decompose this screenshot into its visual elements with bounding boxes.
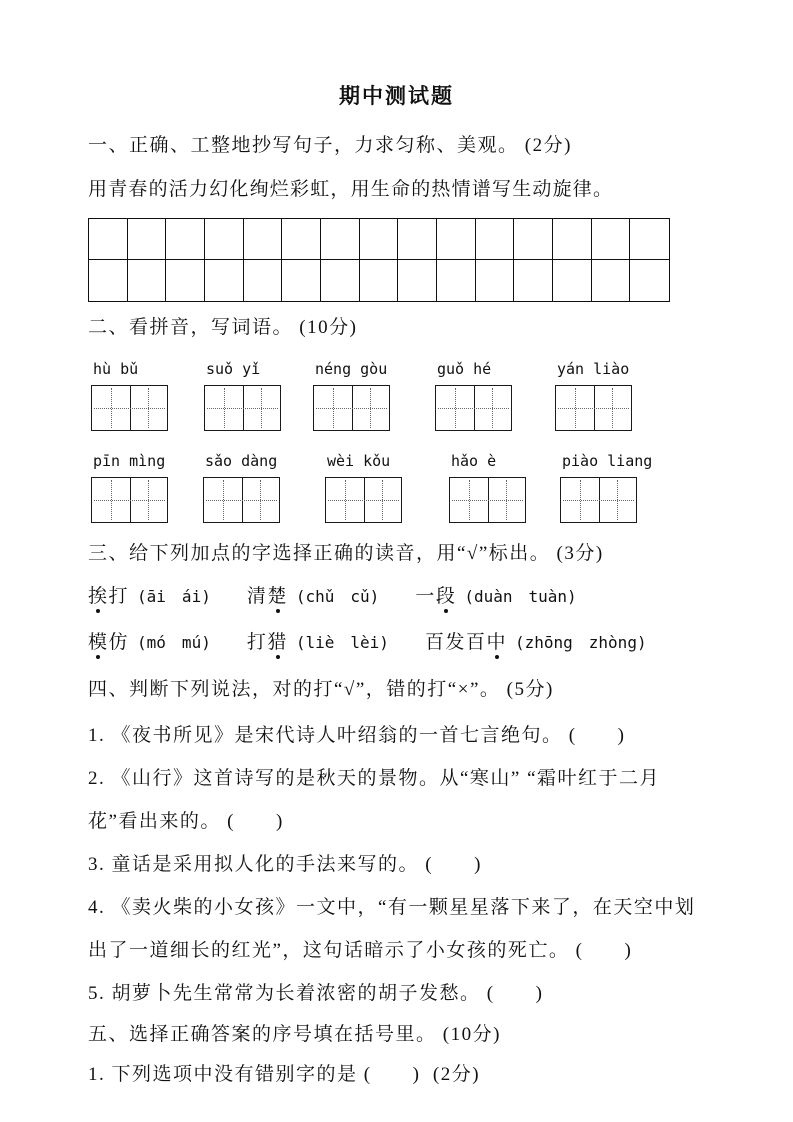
cell-divider-line — [599, 478, 600, 522]
grid-cell — [244, 219, 283, 260]
guide-line — [260, 480, 261, 520]
grid-cell — [592, 260, 631, 301]
grid-cell — [89, 219, 128, 260]
tian-grid-box — [91, 477, 168, 523]
guide-line — [345, 480, 346, 520]
pinyin-group — [91, 450, 168, 523]
cell-divider-line — [488, 478, 489, 522]
grid-cell — [128, 260, 167, 301]
dotted-char: 挨 — [88, 581, 109, 608]
dotted-char: 段 — [436, 581, 457, 608]
pinyin-group — [435, 358, 512, 431]
pinyin-label: wèi kǒu — [327, 452, 391, 470]
grid-cell — [398, 219, 437, 260]
grid-cell — [360, 260, 399, 301]
dotted-char: 中 — [486, 627, 507, 654]
guide-line — [438, 408, 509, 409]
guide-line — [617, 480, 618, 520]
grid-cell — [282, 260, 321, 301]
pinyin-group — [91, 358, 168, 431]
reading-choices: (liè lèi) — [295, 633, 389, 652]
reading-word: 百发百中 — [425, 632, 507, 653]
section-2-heading: 二、看拼音，写词语。 (10分) — [88, 317, 358, 338]
dotted-char: 楚 — [267, 581, 288, 608]
guide-line — [370, 388, 371, 428]
pinyin-group — [204, 358, 281, 431]
reading-line-2 — [88, 627, 705, 654]
guide-line — [492, 388, 493, 428]
judgment-item: 2. 《山行》这首诗写的是秋天的景物。从“寒山” “霜叶红于二月花”看出来的。 ( ) — [88, 768, 661, 832]
grid-cell — [630, 260, 669, 301]
guide-line — [558, 408, 629, 409]
grid-cell — [514, 219, 553, 260]
reading-word: 一段 — [415, 586, 456, 607]
grid-cell — [321, 219, 360, 260]
tian-grid-box — [325, 477, 402, 523]
judgment-item: 4. 《卖火柴的小女孩》一文中，“有一颗星星落下来了，在天空中划出了一道细长的红光”，这句话暗示了小女孩的死亡。 ( ) — [88, 897, 696, 961]
cell-divider-line — [243, 386, 244, 430]
guide-line — [223, 480, 224, 520]
cell-divider-line — [130, 478, 131, 522]
pinyin-label: suǒ yǐ — [206, 360, 261, 378]
tian-grid-box — [555, 385, 632, 431]
grid-cell — [437, 260, 476, 301]
reading-word: 挨打 — [88, 586, 129, 607]
guide-line — [612, 388, 613, 428]
grid-cell — [476, 219, 515, 260]
pinyin-row-2 — [88, 450, 705, 530]
pinyin-label: pīn mìng — [93, 452, 166, 470]
pinyin-group — [325, 450, 402, 523]
pinyin-label: hǎo è — [451, 452, 497, 470]
tian-grid-box — [560, 477, 637, 523]
pinyin-label: yán liào — [557, 360, 630, 378]
reading-item — [88, 627, 211, 654]
dotted-char: 模 — [88, 627, 109, 654]
pinyin-row-1 — [88, 358, 705, 438]
guide-line — [580, 480, 581, 520]
grid-cell — [360, 219, 399, 260]
reading-item — [415, 581, 576, 608]
judgment-item: 1. 《夜书所见》是宋代诗人叶绍翁的一首七言绝句。 ( ) — [88, 725, 626, 746]
grid-cell — [514, 260, 553, 301]
grid-cell — [592, 219, 631, 260]
pinyin-group — [555, 358, 632, 431]
guide-line — [382, 480, 383, 520]
pinyin-label: sǎo dàng — [205, 452, 278, 470]
cell-divider-line — [364, 478, 365, 522]
grid-cell — [398, 260, 437, 301]
reading-choices: (zhōng zhòng) — [514, 633, 647, 652]
copy-sentence: 用青春的活力幻化绚烂彩虹，用生命的热情谱写生动旋律。 — [88, 179, 614, 200]
reading-choices: (mó mú) — [137, 633, 211, 652]
guide-line — [94, 408, 165, 409]
grid-cell — [553, 219, 592, 260]
cell-divider-line — [130, 386, 131, 430]
judgment-item: 5. 胡萝卜先生常常为长着浓密的胡子发愁。 ( ) — [88, 983, 544, 1004]
guide-line — [469, 480, 470, 520]
grid-cell — [89, 260, 128, 301]
guide-line — [206, 500, 277, 501]
pinyin-label: piào liang — [562, 452, 653, 470]
tian-grid-box — [204, 385, 281, 431]
choice-item: 1. 下列选项中没有错别字的是 ( ) (2分) — [88, 1064, 481, 1085]
reading-word: 打猎 — [247, 632, 288, 653]
tian-grid-box — [313, 385, 390, 431]
reading-choices: (āi ái) — [137, 587, 211, 606]
pinyin-group — [313, 358, 390, 431]
reading-word: 清楚 — [247, 586, 288, 607]
tian-grid-box — [449, 477, 526, 523]
grid-cell — [553, 260, 592, 301]
reading-item — [247, 581, 379, 608]
section-5-heading: 五、选择正确答案的序号填在括号里。 (10分) — [88, 1024, 501, 1045]
grid-cell — [630, 219, 669, 260]
guide-line — [207, 408, 278, 409]
grid-cell — [166, 260, 205, 301]
pinyin-group — [203, 450, 280, 523]
section-4-heading: 四、判断下列说法，对的打“√”，错的打“×”。 (5分) — [88, 679, 554, 700]
guide-line — [261, 388, 262, 428]
guide-line — [506, 480, 507, 520]
guide-line — [452, 500, 523, 501]
tian-grid-box — [203, 477, 280, 523]
guide-line — [224, 388, 225, 428]
guide-line — [111, 480, 112, 520]
cell-divider-line — [352, 386, 353, 430]
reading-choices: (duàn tuàn) — [464, 587, 577, 606]
reading-item — [88, 581, 211, 608]
pinyin-label: néng gòu — [315, 360, 388, 378]
section-1-heading: 一、正确、工整地抄写句子，力求匀称、美观。 (2分) — [88, 135, 572, 156]
guide-line — [333, 388, 334, 428]
grid-cell — [437, 219, 476, 260]
copy-grid — [88, 218, 670, 302]
grid-cell — [476, 260, 515, 301]
tian-grid-box — [91, 385, 168, 431]
section-3-heading: 三、给下列加点的字选择正确的读音，用“√”标出。 (3分) — [88, 543, 604, 564]
guide-line — [148, 388, 149, 428]
grid-cell — [128, 219, 167, 260]
reading-line-1 — [88, 581, 705, 608]
guide-line — [455, 388, 456, 428]
pinyin-group — [560, 450, 652, 523]
tian-grid-box — [435, 385, 512, 431]
judgment-item: 3. 童话是采用拟人化的手法来写的。 ( ) — [88, 854, 482, 875]
grid-cell — [282, 219, 321, 260]
guide-line — [111, 388, 112, 428]
reading-item — [247, 627, 389, 654]
pinyin-group — [449, 450, 526, 523]
guide-line — [563, 500, 634, 501]
guide-line — [316, 408, 387, 409]
guide-line — [148, 480, 149, 520]
guide-line — [575, 388, 576, 428]
cell-divider-line — [242, 478, 243, 522]
reading-item — [425, 627, 647, 654]
guide-line — [328, 500, 399, 501]
doc-title: 期中测试题 — [339, 84, 454, 108]
guide-line — [94, 500, 165, 501]
pinyin-label: guǒ hé — [437, 360, 492, 378]
dotted-char: 猎 — [267, 627, 288, 654]
pinyin-label: hù bǔ — [93, 360, 139, 378]
grid-cell — [166, 219, 205, 260]
grid-cell — [205, 219, 244, 260]
cell-divider-line — [594, 386, 595, 430]
reading-choices: (chǔ cǔ) — [295, 587, 380, 606]
grid-cell — [205, 260, 244, 301]
reading-word: 模仿 — [88, 632, 129, 653]
grid-cell — [244, 260, 283, 301]
cell-divider-line — [474, 386, 475, 430]
grid-cell — [321, 260, 360, 301]
